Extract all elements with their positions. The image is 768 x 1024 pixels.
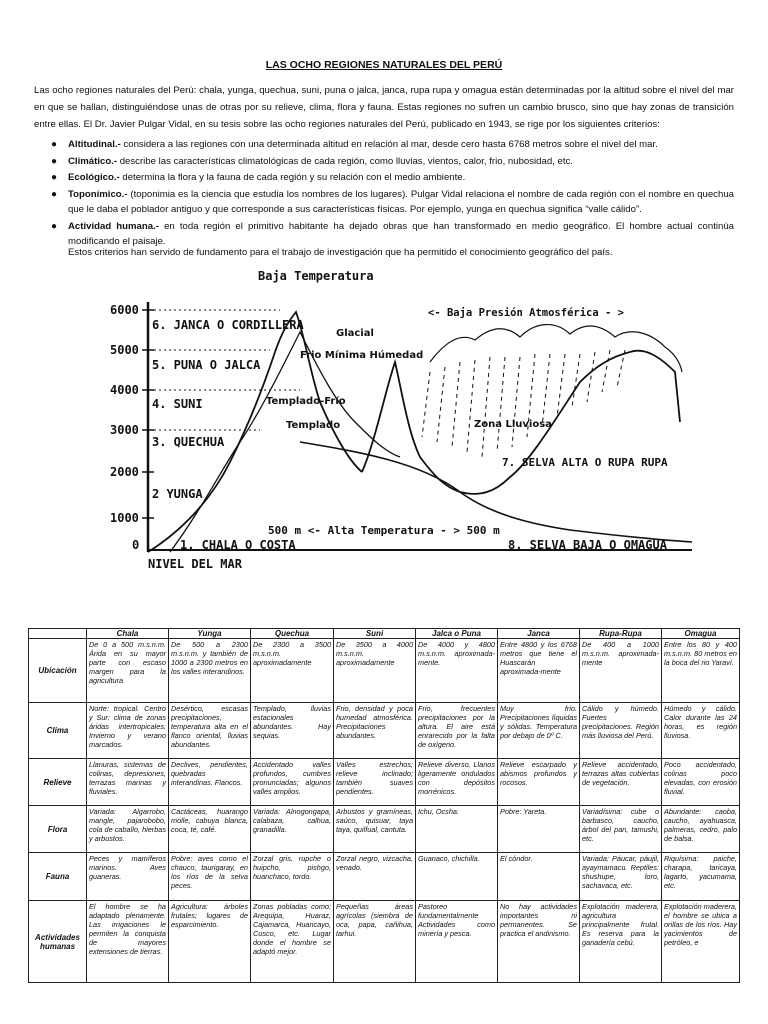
column-header: Yunga (169, 629, 251, 639)
table-cell: Abundante: caoba, caucho, ayahuasca, palmeras, cedro, palo de balsa. (662, 806, 740, 853)
criteria-term: Altitudinal.- (68, 139, 121, 150)
column-header: Suni (334, 629, 416, 639)
tick-label: 6000 (110, 303, 139, 317)
rain-line (587, 352, 595, 402)
tick-label: 3000 (110, 423, 139, 437)
row-header: Relieve (29, 759, 87, 806)
region-label-janca: 6. JANCA O CORDILLERA (152, 318, 304, 332)
rain-line (422, 372, 430, 437)
criteria-item (34, 219, 734, 250)
criteria-term: Ecológico.- (68, 172, 120, 183)
region-label-yunga: 2 YUNGA (152, 487, 203, 501)
rain-line (497, 357, 505, 452)
climate-label-templado: Templado (286, 420, 341, 431)
region-label-suni: 4. SUNI (152, 397, 203, 411)
rain-line (572, 354, 580, 407)
table-cell: Accidentado valles profundos, cumbres pronunciadas; algunos valles amplios. (251, 759, 334, 806)
table-cell: De 2300 a 3500 m.s.n.m. aproximadamente (251, 639, 334, 703)
criteria-list (34, 137, 734, 251)
table-cell: Pobre: Yareta. (498, 806, 580, 853)
tick-label: 2000 (110, 465, 139, 479)
table-cell: Declives, pendientes, quebradas interandinas. Flancos. (169, 759, 251, 806)
row-header: Fauna (29, 853, 87, 901)
climate-label-templado-frio: Templado-Frío (266, 396, 346, 407)
table-cell: Entre los 80 y 400 m.s.n.m. 80 metros en la boca del rio Yaraví. (662, 639, 740, 703)
criteria-term: Actividad humana.- (68, 220, 159, 232)
top-temperature-label: Baja Temperatura (258, 269, 374, 283)
column-header: Chala (87, 629, 169, 639)
table-cell: Agricultura: árboles frutales; lugares de esparcimiento. (169, 901, 251, 983)
rain-line (542, 354, 550, 427)
table-cell: Pobre: aves como el chauco, taurigaray, en los ríos de la selva peces. (169, 853, 251, 901)
table-cell: Relieve escarpado y abismos profundos y rocosos. (498, 759, 580, 806)
bullet-icon: ● (51, 172, 58, 183)
table-cell: Zorzal gris, rupche o huipcho, pishgo, huanchaco, tordo. (251, 853, 334, 901)
table-cell: Cálido y húmedo. Fuertes precipitaciones. Región más lluviosa del Perú. (580, 703, 662, 759)
table-cell: Guanaco, chichilla. (416, 853, 498, 901)
column-header: Janca (498, 629, 580, 639)
tick-label: 4000 (110, 383, 139, 397)
table-cell: De 3500 a 4000 m.s.n.m. aproximadamente (334, 639, 416, 703)
table-cell: Muy frio. Precipitaciones líquidas y sólidas. Temperatura por debajo de 0º C. (498, 703, 580, 759)
altitude-profile-diagram (100, 262, 700, 572)
column-header: Quechua (251, 629, 334, 639)
table-cell: Desértico, escasas precipitaciones, temperatura alta en el flanco oriental, lluvias abundantes. (169, 703, 251, 759)
table-cell: Norte: tropical. Centro y Sur: clima de zonas áridas intertropicales. Invierno y verano marcados. (87, 703, 169, 759)
column-header: Rupa-Rupa (580, 629, 662, 639)
closing-paragraph: Estos criterios han servido de fundamento para el trabajo de investigación que ha permitido el conocimiento geográfico del país. (68, 247, 613, 258)
criteria-item (34, 137, 734, 153)
table-cell: Llanuras, sistemas de colinas, depresiones, terrazas marinas y fluviales. (87, 759, 169, 806)
bullet-icon: ● (51, 188, 58, 200)
pressure-label: <- Baja Presión Atmosférica - > (428, 307, 624, 319)
table-cell: Pastoreo fundamentalmente Actividades como minería y pesca. (416, 901, 498, 983)
column-header: Omagua (662, 629, 740, 639)
table-cell: Pequeñas áreas agrícolas (siembra de oca, papa, cañihua, tarhui. (334, 901, 416, 983)
table-row (29, 806, 740, 853)
bullet-icon: ● (51, 155, 58, 167)
criteria-text: en toda región el primitivo habitante ha dejado obras que han transformado en medio geográfico. El hombre actual continúa modificando el paisaje. (68, 220, 735, 247)
criteria-text: considera a las regiones con una determinada altitud en relación al mar, desde cero hasta 6768 metros sobre el nivel del mar. (120, 139, 658, 150)
table-cell: Variada: Algarrobo, mangle, pajarobobo, cola de caballo, hierbas y arbustos. (87, 806, 169, 853)
table-row (29, 639, 740, 703)
climate-label-frio: Frio Mínima Húmedad (300, 350, 424, 361)
climate-label-glacial: Glacial (336, 328, 374, 339)
table-cell: Entre 4800 y los 6768 metros que tiene el Huascarán aproximada-mente (498, 639, 580, 703)
region-label-omagua: 8. SELVA BAJA O OMAGUA (508, 538, 667, 552)
column-header: Jalca o Puna (416, 629, 498, 639)
row-header: Actividades humanas (29, 901, 87, 983)
table-cell: Relieve accidentado, terrazas altas cubiertas de vegetación. (580, 759, 662, 806)
rain-line (602, 350, 610, 392)
high-temperature-label: 500 m <- Alta Temperatura - > 500 m (268, 524, 500, 537)
table-cell: De 500 a 2300 m.s.n.m. y también de 1000 a 2300 metros en los valles interandinos. (169, 639, 251, 703)
criteria-item (34, 170, 734, 186)
table-cell: Variada: Alnogongapa, calabaza, calhua, granadilla. (251, 806, 334, 853)
region-label-rupa-rupa: 7. SELVA ALTA O RUPA RUPA (502, 456, 668, 469)
rain-line (467, 360, 475, 452)
table-cell: Zorzal negro, vizcacha, venado. (334, 853, 416, 901)
table-row (29, 901, 740, 983)
criteria-item (34, 187, 734, 218)
bullet-icon: ● (51, 139, 58, 150)
table-cell: Variadísima: cube o barbasco, caucho, árbol del pan, tamushi, etc. (580, 806, 662, 853)
table-cell: De 400 a 1000 m.s.n.m. aproximada-mente (580, 639, 662, 703)
table-row (29, 853, 740, 901)
region-label-chala: 1. CHALA O COSTA (180, 538, 296, 552)
page-title: LAS OCHO REGIONES NATURALES DEL PERÚ (265, 59, 503, 71)
criteria-text: (toponimia es la ciencia que estudia los nombres de los lugares). Pulgar Vidal relaciona el nombre de cada región con el nombre en quechua que le daba el poblador antiguo y que corresponde a sus características físicas. Por ejemplo, yunga en quechua significa “valle cálido”. (68, 188, 734, 215)
region-label-quechua: 3. QUECHUA (152, 435, 225, 449)
rain-line (452, 362, 460, 447)
rain-line (437, 367, 445, 442)
table-cell: Riquísima: paiche, charapa, taricaya, lagarto, yacumama, etc. (662, 853, 740, 901)
rain-line (482, 357, 490, 457)
criteria-term: Toponímico.- (68, 188, 128, 200)
table-cell: Explotación maderera, agricultura principalmente frutal. Es reserva para la ganadería cebú. (580, 901, 662, 983)
tick-label: 1000 (110, 511, 139, 525)
table-cell: Cactáceas, huarango molle, cabuya blanca, coca, té, café. (169, 806, 251, 853)
tick-label: 0 (132, 538, 140, 552)
table-cell: Arbustos y gramíneas, saúco, quisuar, taya taya, quilfual, cantuta. (334, 806, 416, 853)
row-header: Clima (29, 703, 87, 759)
criteria-item (34, 154, 734, 170)
table-cell: Frio, densidad y poca humedad atmosférica. Precipitaciones abundantes. (334, 703, 416, 759)
regions-table (28, 628, 740, 983)
table-cell: Relieve diverso. Llanos ligeramente ondulados con depósitos morrénicos. (416, 759, 498, 806)
table-header-row (29, 629, 740, 639)
table-row (29, 759, 740, 806)
table-cell: Peces y mamíferos marinos. Aves guaneras. (87, 853, 169, 901)
table-cell: El hombre se ha adaptado plenamente. Las irrigaciones le permiten la conquista de mayores extensiones de tierras. (87, 901, 169, 983)
row-header: Flora (29, 806, 87, 853)
table-row (29, 703, 740, 759)
table-cell: El cóndor. (498, 853, 580, 901)
sea-level-label: NIVEL DEL MAR (148, 557, 242, 571)
table-cell: Poco accidentado, colinas poco elevadas, con erosión fluvial. (662, 759, 740, 806)
table-cell: Variada: Páucar, páujil, ayaymamacu. Reptiles: shushupe, loro, sachavaca, etc. (580, 853, 662, 901)
table-cell: No hay actividades importantes ni permanentes. Se practica el andinismo. (498, 901, 580, 983)
table-corner-cell (29, 629, 87, 639)
region-label-puna: 5. PUNA O JALCA (152, 358, 261, 372)
intro-paragraph: Las ocho regiones naturales del Perú: chala, yunga, quechua, suni, puna o jalca, janca, rupa rupa y omagua están determinadas por la altitud sobre el nivel del mar en que se hallan, distinguiéndose unas de otras por su relieve, clima, flora y fauna. Estas regiones no sufren un cambio brusco, sino que hay zonas de transición entre ellas. El Dr. Javier Pulgar Vidal, en su tesis sobre las ocho regiones naturales del Perú, publicado en 1943, se rige por los siguientes criterios: (34, 85, 734, 130)
climate-label-rain-zone: Zona Lluviosa (474, 419, 552, 430)
table-cell: Ichu, Ocsha. (416, 806, 498, 853)
table-cell: Explotación maderera, el hombre se ubica a orillas de los ríos. Hay yacimientos de petróleo, e (662, 901, 740, 983)
eastern-clouds (430, 325, 682, 372)
table-cell: De 4000 y 4800 m.s.n.m. aproximada-mente. (416, 639, 498, 703)
table-cell: Zonas pobladas como: Arequipa, Huaraz, Cajamarca, Huancayo, Cusco, etc. Lugar donde el hombre se adaptó mejor. (251, 901, 334, 983)
rain-line (512, 357, 520, 447)
table-cell: De 0 a 500 m.s.n.m. Árida en su mayor parte con escaso margen para la agricultura (87, 639, 169, 703)
row-header: Ubicación (29, 639, 87, 703)
table-cell: Frio, frecuentes precipitaciones por la altura. El aire está enrarecido por la falta de oxígeno. (416, 703, 498, 759)
tick-label: 5000 (110, 343, 139, 357)
bullet-icon: ● (51, 220, 58, 232)
table-cell: Húmedo y cálido. Calor durante las 24 horas, es región lluviosa. (662, 703, 740, 759)
criteria-text: describe las características climatológicas de cada región, como lluvias, vientos, calor, frio, nubosidad, etc. (117, 155, 573, 167)
criteria-text: determina la flora y la fauna de cada región y su relación con el medio ambiente. (119, 172, 466, 183)
table-cell: Templado, lluvias estacionales abundantes. Hay sequias. (251, 703, 334, 759)
table-cell: Valles estrechos; relieve inclinado; también suaves pendientes. (334, 759, 416, 806)
mountain-profile-west (148, 312, 362, 552)
criteria-term: Climático.- (68, 155, 118, 167)
